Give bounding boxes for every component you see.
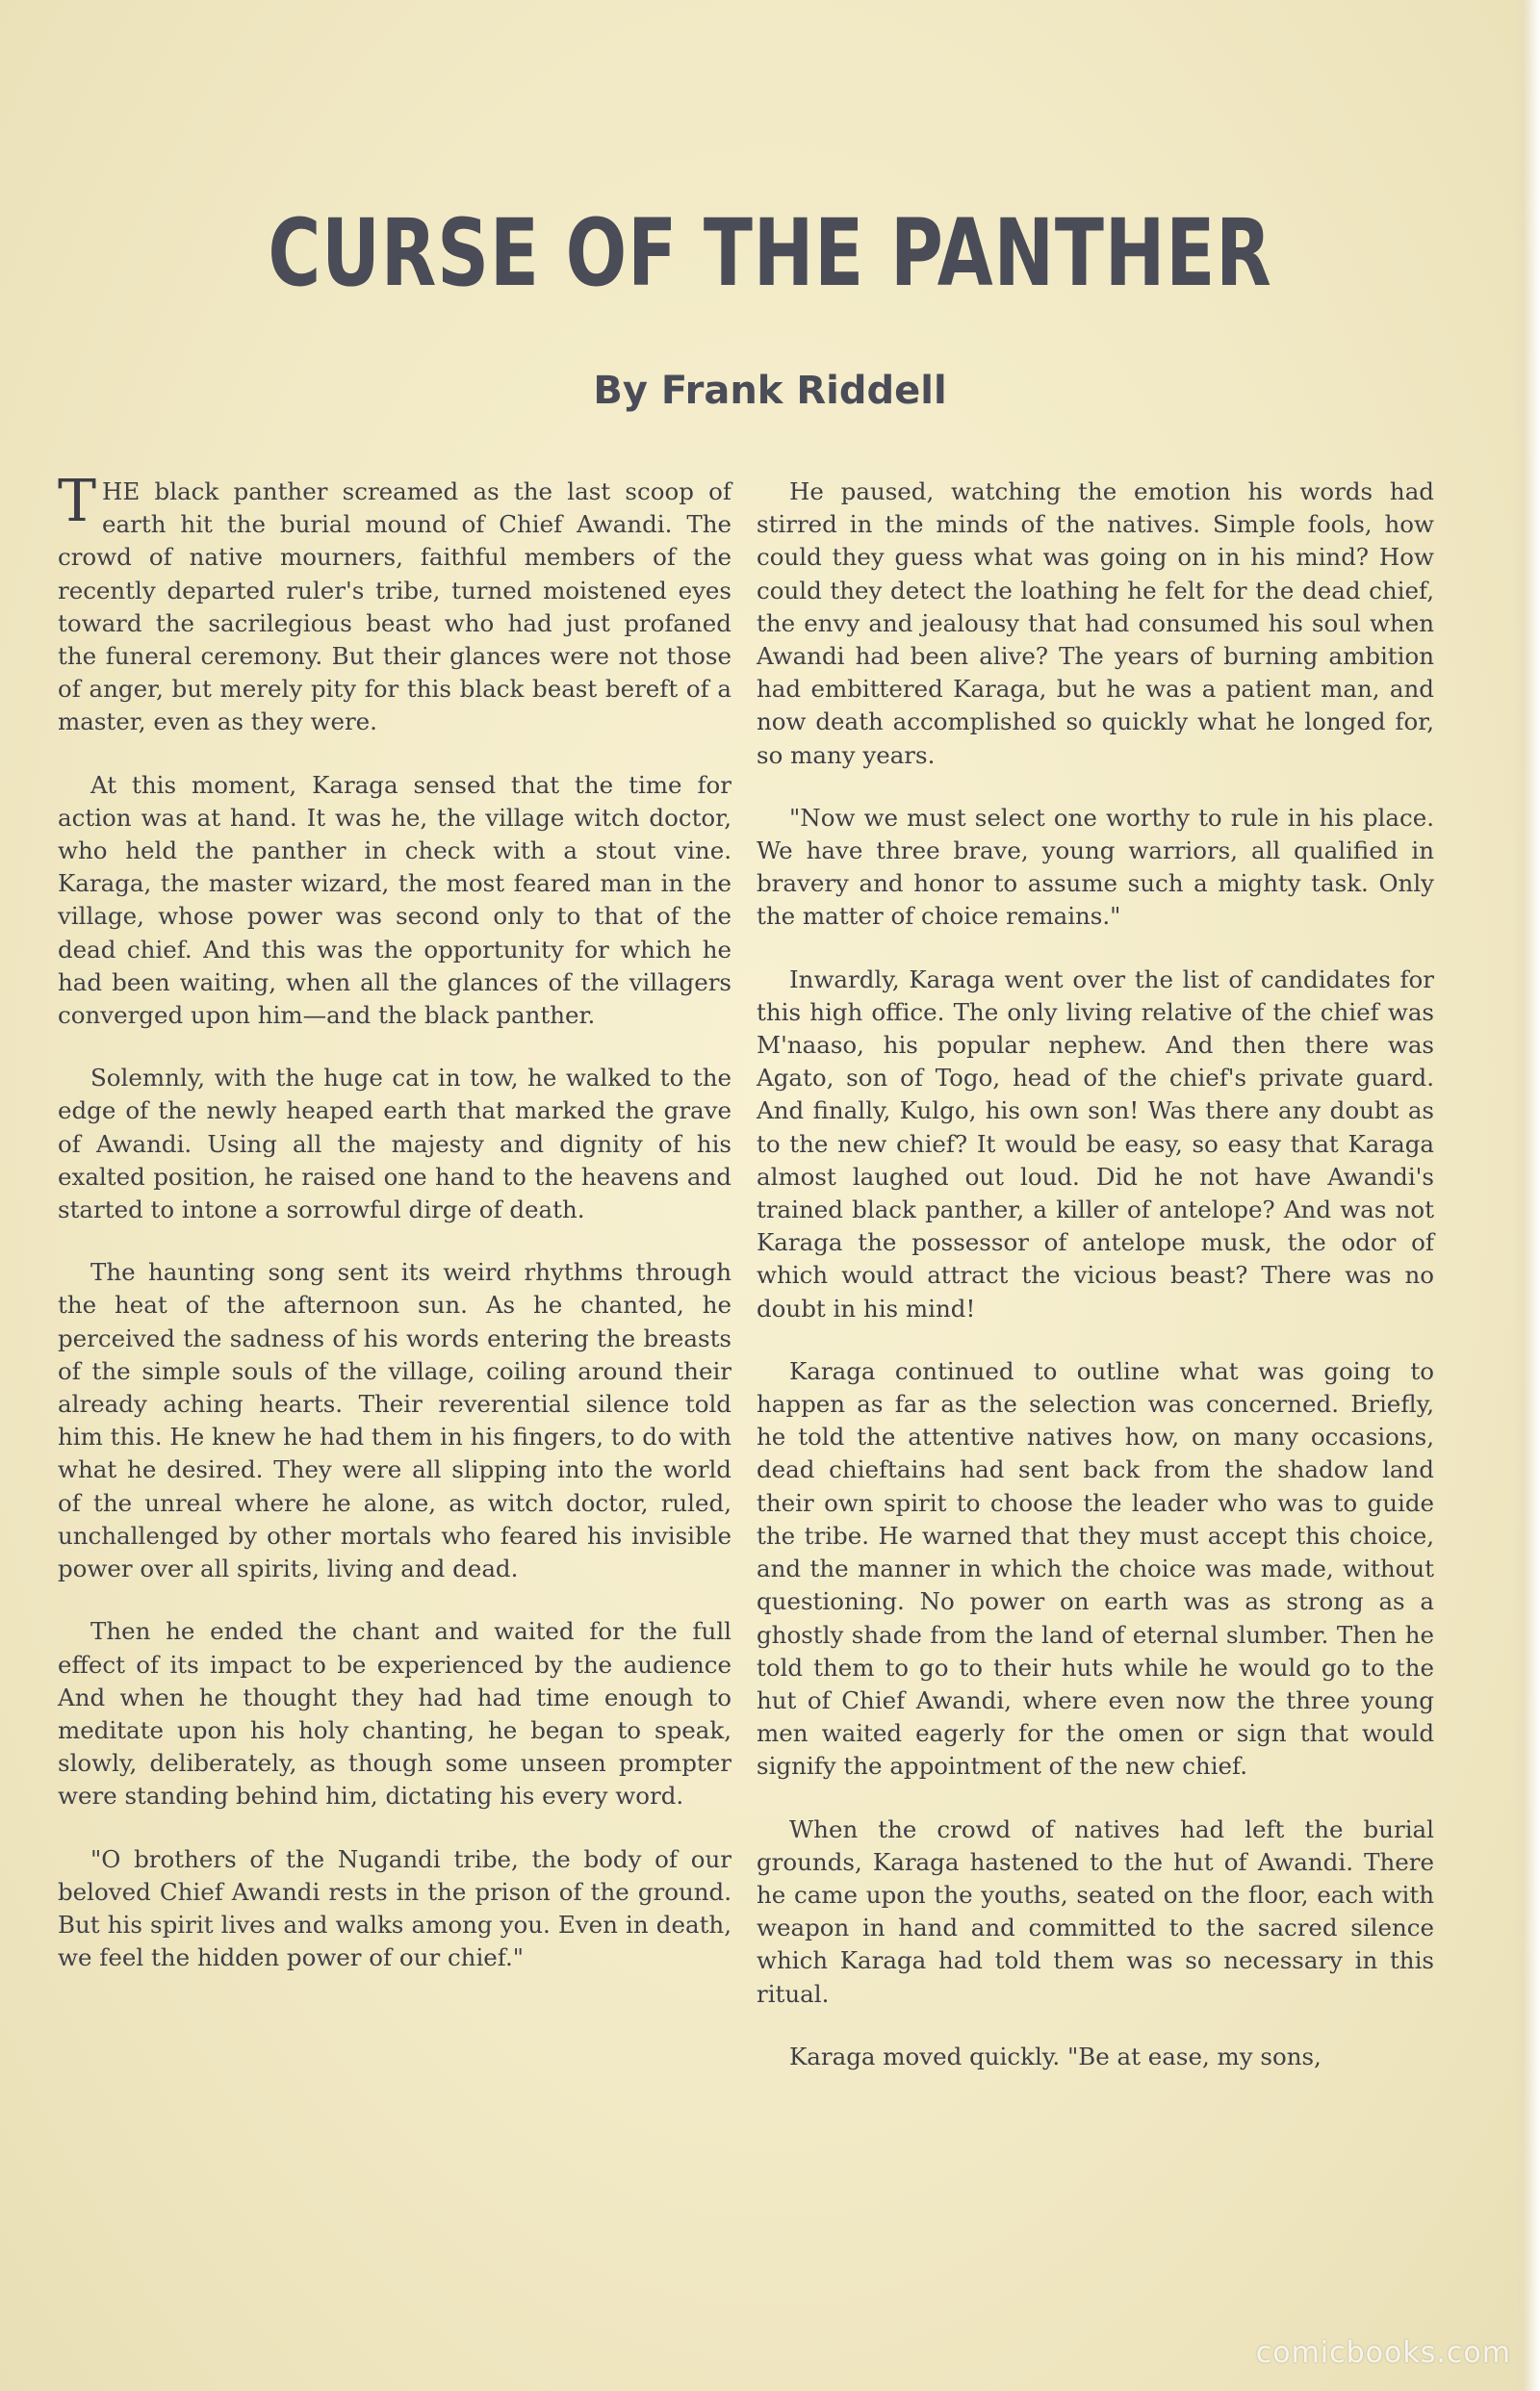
paragraph: Inwardly, Karaga went over the list of candidates for this high office. The only living relative of the chief was M'naaso, his popular nephew. And then there was Agato, son of Togo, head of the chief's private guard. And finally, Kulgo, his own son! Was there any doubt as to the new chief? It would be easy, so easy that Karaga almost laughed out loud. Did he not have Awandi's trained black panther, a killer of antelope? And was not Karaga the possessor of antelope musk, the odor of which would attract the vicious beast? There was no doubt in his mind! (757, 964, 1434, 1323)
paragraph: The haunting song sent its weird rhythms through the heat of the afternoon sun. As he chanted, he perceived the sadness of his words entering the breasts of the simple souls of the village, coiling around their already aching hearts. Their reverential silence told him this. He knew he had them in his fingers, to do with what he desired. They were all slipping into the world of the unreal where he alone, as witch doctor, ruled, unchallenged by other mortals who feared his invisible power over all spirits, living and dead. (58, 1258, 732, 1583)
paragraph: He paused, watching the emotion his words had stirred in the minds of the natives. Simple fools, how could they guess what was going on in his mind? How could they detect the loathing he felt for the dead chief, the envy and jealousy that had consumed his soul when Awandi had been alive? The years of burning ambition had embittered Karaga, but he was a patient man, and now death accomplished so quickly what he longed for, so many years. (757, 477, 1434, 769)
paragraph: When the crowd of natives had left the burial grounds, Karaga hastened to the hut of Awandi. There he came upon the youths, seated on the floor, each with weapon in hand and committed to the sacred silence which Karaga had told them was so necessary in this ritual. (757, 1814, 1434, 2008)
paragraph: "O brothers of the Nugandi tribe, the body of our beloved Chief Awandi rests in the prison of the ground. But his spirit lives and walks among you. Even in death, we feel the hidden power of our chief." (58, 1844, 732, 1972)
drop-cap: T (58, 468, 97, 535)
paragraph: At this moment, Karaga sensed that the time for action was at hand. It was he, the village witch doctor, who held the panther in check with a stout vine. Karaga, the master wizard, the most feared man in the village, whose power was second only to that of the dead chief. And this was the opportunity for which he had been waiting, when all the glances of the villagers converged upon him—and the black panther. (58, 770, 732, 1030)
paragraph: Karaga moved quickly. "Be at ease, my sons, (789, 2042, 1322, 2070)
paragraph: Solemnly, with the huge cat in tow, he walked to the edge of the newly heaped earth that marked the grave of Awandi. Using all the majesty and dignity of his exalted position, he raised one hand to the heavens and started to intone a sorrowful dirge of death. (58, 1064, 732, 1224)
story-title: CURSE OF THE PANTHER (268, 199, 1272, 307)
right-text-column (757, 476, 1434, 2103)
author-byline: By Frank Riddell (593, 369, 947, 413)
site-watermark: comicbooks.com (1255, 2336, 1511, 2370)
left-text-column (58, 468, 732, 2004)
paragraph: THE black panther screamed as the last scoop of earth hit the burial mound of Chief Awandi. The crowd of native mourners, faithful members of the recently departed ruler's tribe, turned moistened eyes toward the sacrilegious beast who had just profaned the funeral ceremony. But their glances were not those of anger, but merely pity for this black beast bereft of a master, even as they were. (58, 468, 732, 736)
page-edge (1513, 0, 1540, 2391)
paragraph: Karaga continued to outline what was going to happen as far as the selection was concerned. Briefly, he told the attentive natives how, on many occasions, dead chieftains had sent back from the shadow land their own spirit to choose the leader who was to guide the tribe. He warned that they must accept this choice, and the manner in which the choice was made, without questioning. No power on earth was as strong as a ghostly shade from the land of eternal slumber. Then he told them to go to their huts while he would go to the hut of Chief Awandi, where even now the three young men waited eagerly for the omen or sign that would signify the appointment of the new chief. (757, 1356, 1434, 1781)
paragraph: Then he ended the chant and waited for the full effect of its impact to be experienced by the audience And when he thought they had had time enough to meditate upon his holy chanting, he began to speak, slowly, deliberately, as though some unseen prompter were standing behind him, dictating his every word. (58, 1617, 732, 1811)
paragraph: "Now we must select one worthy to rule in his place. We have three brave, young warriors, all qualified in bravery and honor to assume such a mighty task. Only the matter of choice remains." (757, 803, 1434, 931)
